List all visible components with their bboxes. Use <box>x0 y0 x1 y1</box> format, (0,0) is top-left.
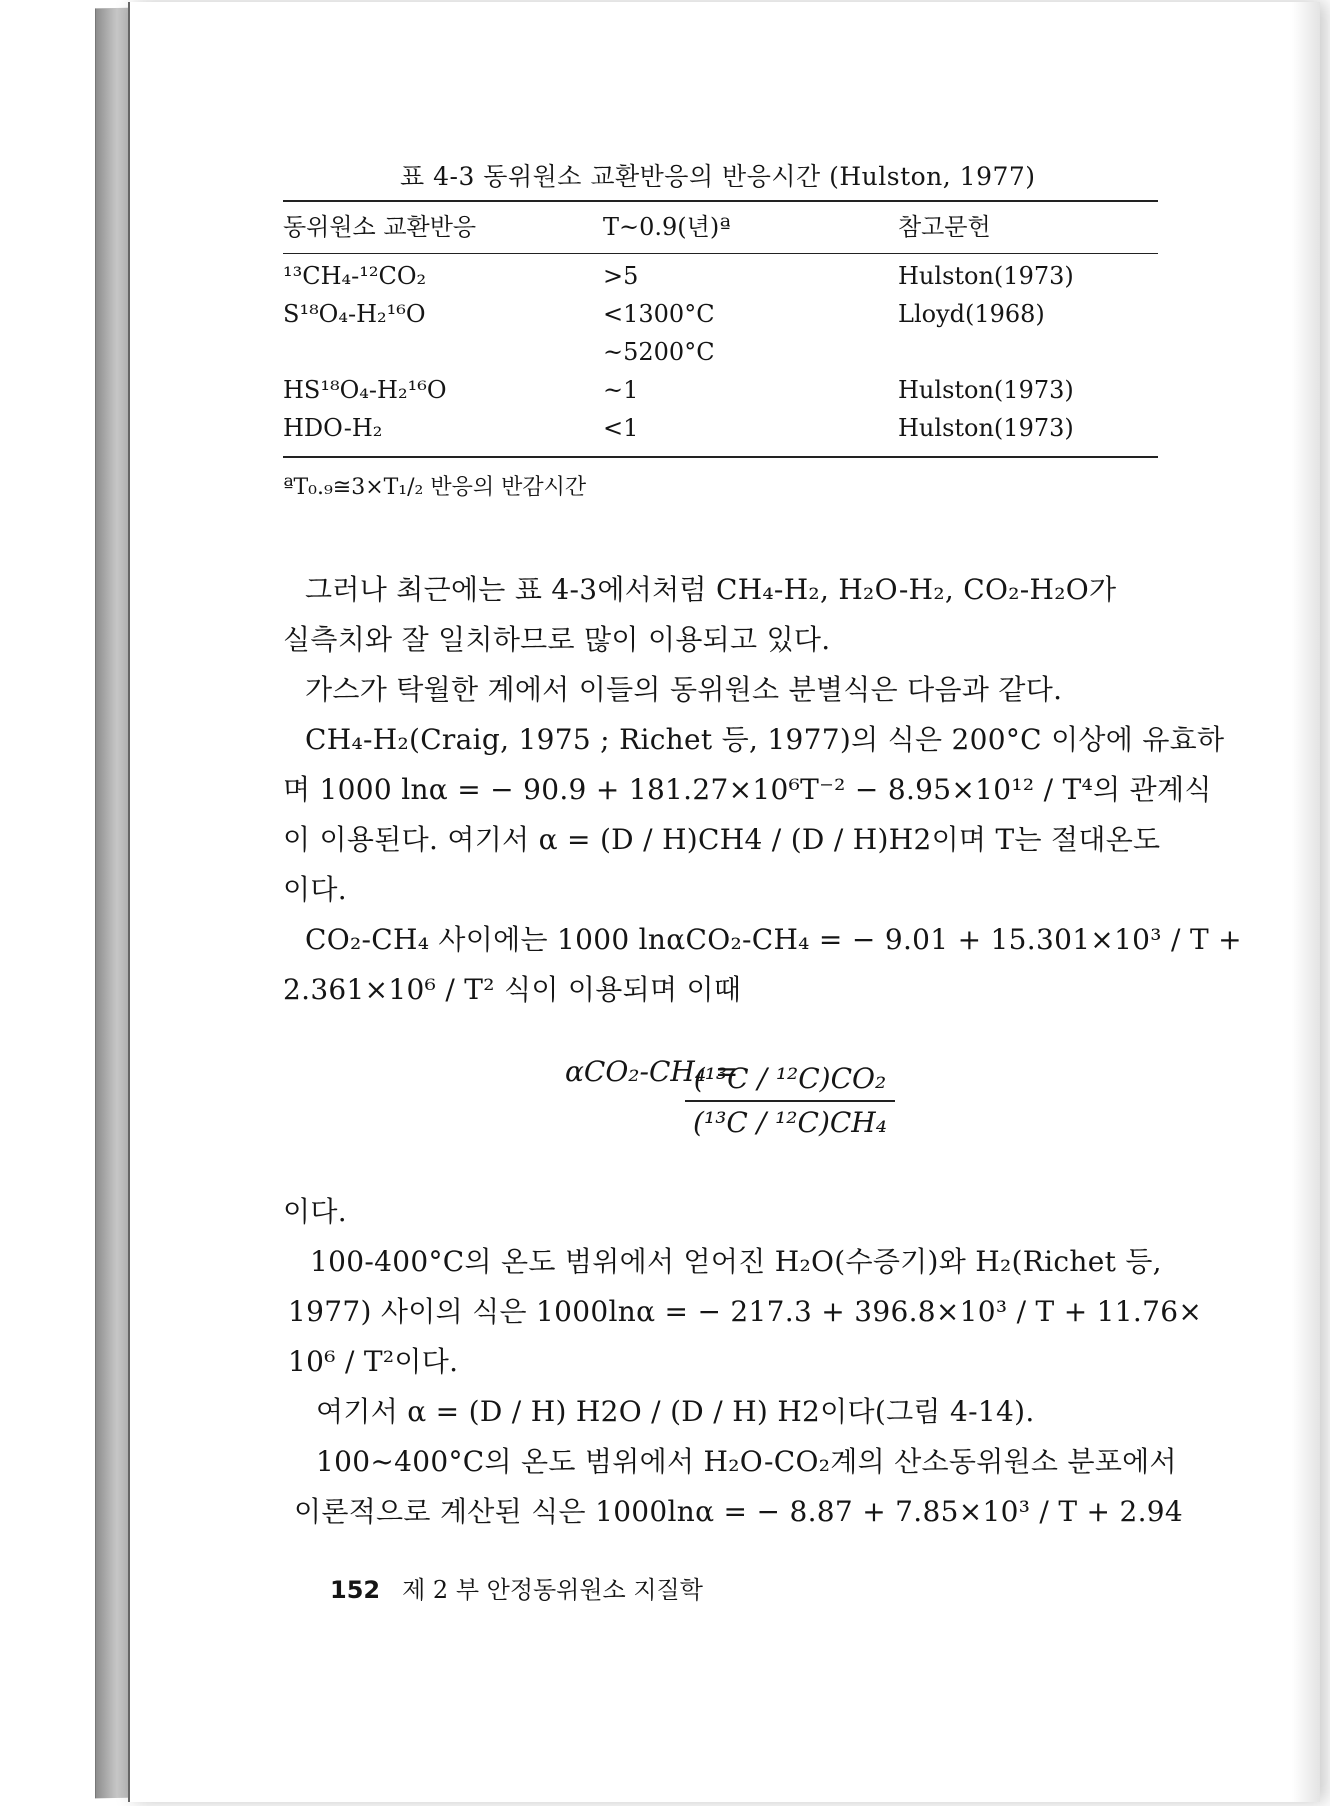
body-line: 2.361×10⁶ / T² 식이 이용되며 이때 <box>283 973 742 1006</box>
body-line: CO₂-CH₄ 사이에는 1000 lnαCO₂-CH₄ = − 9.01 + 15.301×10³ / T + <box>305 923 1242 956</box>
table-cell: <1300°C <box>603 300 715 328</box>
body-line: 이론적으로 계산된 식은 1000lnα = − 8.87 + 7.85×10³ / T + 2.94 <box>294 1495 1184 1528</box>
body-line: 이다. <box>283 1195 347 1228</box>
table-cell: ~1 <box>603 376 639 404</box>
table-cell: ¹³CH₄-¹²CO₂ <box>283 262 427 290</box>
table-top-rule <box>283 200 1158 202</box>
formula-numerator: (¹³C / ¹²C)CO₂ <box>693 1062 887 1095</box>
body-line: 이다. <box>283 873 347 906</box>
formula-lhs: αCO₂-CH₄ = <box>565 1055 739 1088</box>
body-line: 100-400°C의 온도 범위에서 얻어진 H₂O(수증기)와 H₂(Richet 등, <box>310 1245 1162 1278</box>
body-line: 실측치와 잘 일치하므로 많이 이용되고 있다. <box>283 623 831 656</box>
running-title: 제 2 부 안정동위원소 지질학 <box>402 1576 703 1604</box>
table-cell: HS¹⁸O₄-H₂¹⁶O <box>283 376 447 404</box>
body-line: 그러나 최근에는 표 4-3에서처럼 CH₄-H₂, H₂O-H₂, CO₂-H₂O가 <box>305 573 1117 606</box>
body-line: 며 1000 lnα = − 90.9 + 181.27×10⁶T⁻² − 8.95×10¹² / T⁴의 관계식 <box>283 773 1212 806</box>
table-footnote: ªT₀.₉≅3×T₁/₂ 반응의 반감시간 <box>283 475 587 500</box>
table-caption: 표 4-3 동위원소 교환반응의 반응시간 (Hulston, 1977) <box>400 162 1036 191</box>
body-line: 10⁶ / T²이다. <box>288 1345 459 1378</box>
body-line: 가스가 탁월한 계에서 이들의 동위원소 분별식은 다음과 같다. <box>305 673 1063 706</box>
table-cell: ~5200°C <box>603 338 715 366</box>
table-cell: Lloyd(1968) <box>898 300 1045 328</box>
page-footer <box>330 1570 703 1605</box>
body-line: CH₄-H₂(Craig, 1975 ; Richet 등, 1977)의 식은 200°C 이상에 유효하 <box>305 723 1225 756</box>
page-edge-shadow <box>1292 2 1320 1802</box>
table-cell: S¹⁸O₄-H₂¹⁶O <box>283 300 426 328</box>
page-number: 152 <box>330 1576 381 1604</box>
formula-denominator: (¹³C / ¹²C)CH₄ <box>693 1106 887 1139</box>
body-line: 이 이용된다. 여기서 α = (D / H)CH4 / (D / H)H2이며 T는 절대온도 <box>283 823 1161 856</box>
table-header-reaction: 동위원소 교환반응 <box>283 213 477 241</box>
body-line: 1977) 사이의 식은 1000lnα = − 217.3 + 396.8×10³ / T + 11.76× <box>288 1295 1203 1328</box>
table-cell: >5 <box>603 262 639 290</box>
body-line: 100~400°C의 온도 범위에서 H₂O-CO₂계의 산소동위원소 분포에서 <box>316 1445 1177 1478</box>
table-header-reference: 참고문헌 <box>898 213 991 241</box>
table-cell: <1 <box>603 414 639 442</box>
body-line: 여기서 α = (D / H) H2O / (D / H) H2이다(그림 4-14). <box>316 1395 1035 1428</box>
table-bottom-rule <box>283 456 1158 458</box>
table-header-rule <box>283 253 1158 254</box>
table-header-time: T~0.9(년)ª <box>603 213 731 241</box>
table-cell: Hulston(1973) <box>898 414 1074 442</box>
fraction-bar <box>685 1100 895 1102</box>
table-cell: Hulston(1973) <box>898 262 1074 290</box>
table-cell: HDO-H₂ <box>283 414 383 442</box>
table-cell: Hulston(1973) <box>898 376 1074 404</box>
